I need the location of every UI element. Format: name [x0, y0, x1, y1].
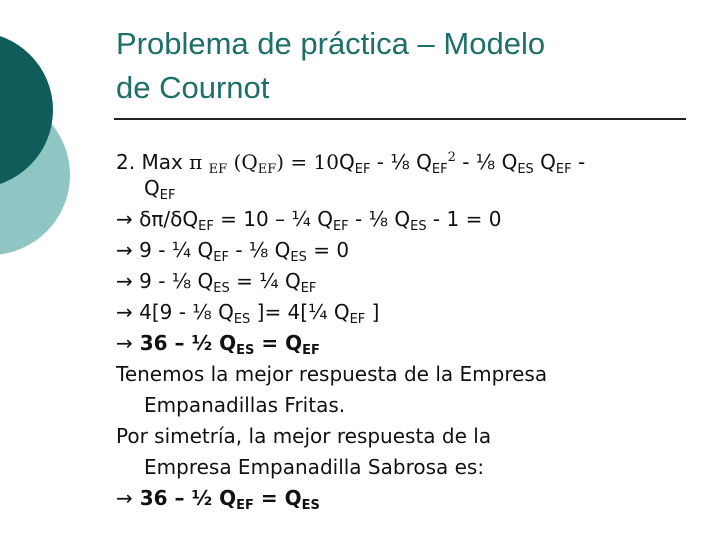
symmetry-line-1: Por simetría, la mejor respuesta de la [116, 424, 492, 448]
best-response-sabrosa: → 36 – ½ $Q_{EF} = Q_{ES}$ [116, 486, 320, 513]
conclusion-line-1: Tenemos la mejor respuesta de la Empresa [116, 362, 548, 386]
step-line-1: → 9 - ¼ $Q_{EF}$ - ⅛ $Q_{ES} = 0$ [116, 238, 350, 265]
symmetry-line-2: Empresa Empanadilla Sabrosa es: [144, 455, 485, 479]
slide-body [116, 142, 706, 514]
step-line-3: → 4[9 - ⅛ $Q_{ES}$ ]= 4[¼ $Q_{EF}$ ] [116, 300, 380, 327]
conclusion-line-2: Empanadillas Fritas. [144, 393, 346, 417]
slide-title [116, 22, 696, 110]
objective-line-continued: $Q_{EF}$ [144, 176, 176, 203]
derivative-line: → $\delta\pi/\delta Q_{EF} = 10$ – ¼ $Q_{EF}$ - ⅛ $Q_{ES} - 1 = 0$ [116, 207, 502, 234]
best-response-fritas: → 36 – ½ $Q_{ES} = Q_{EF}$ [116, 331, 320, 358]
step-line-2: → 9 - ⅛ $Q_{ES}$ = ¼ $Q_{EF}$ [116, 269, 317, 296]
title-divider [114, 118, 686, 120]
decorative-circles [0, 0, 110, 300]
objective-line: 2. Max π $_{EF}$ $(Q_{EF}) = 10Q_{EF}$ - ⅛ $Q_{EF}^2$ - ⅛ $Q_{ES}$ $Q_{EF}$ - [116, 150, 586, 177]
slide-title-line-2: de Cournot [116, 70, 270, 105]
slide-title-line-1: Problema de práctica – Modelo [116, 26, 546, 61]
